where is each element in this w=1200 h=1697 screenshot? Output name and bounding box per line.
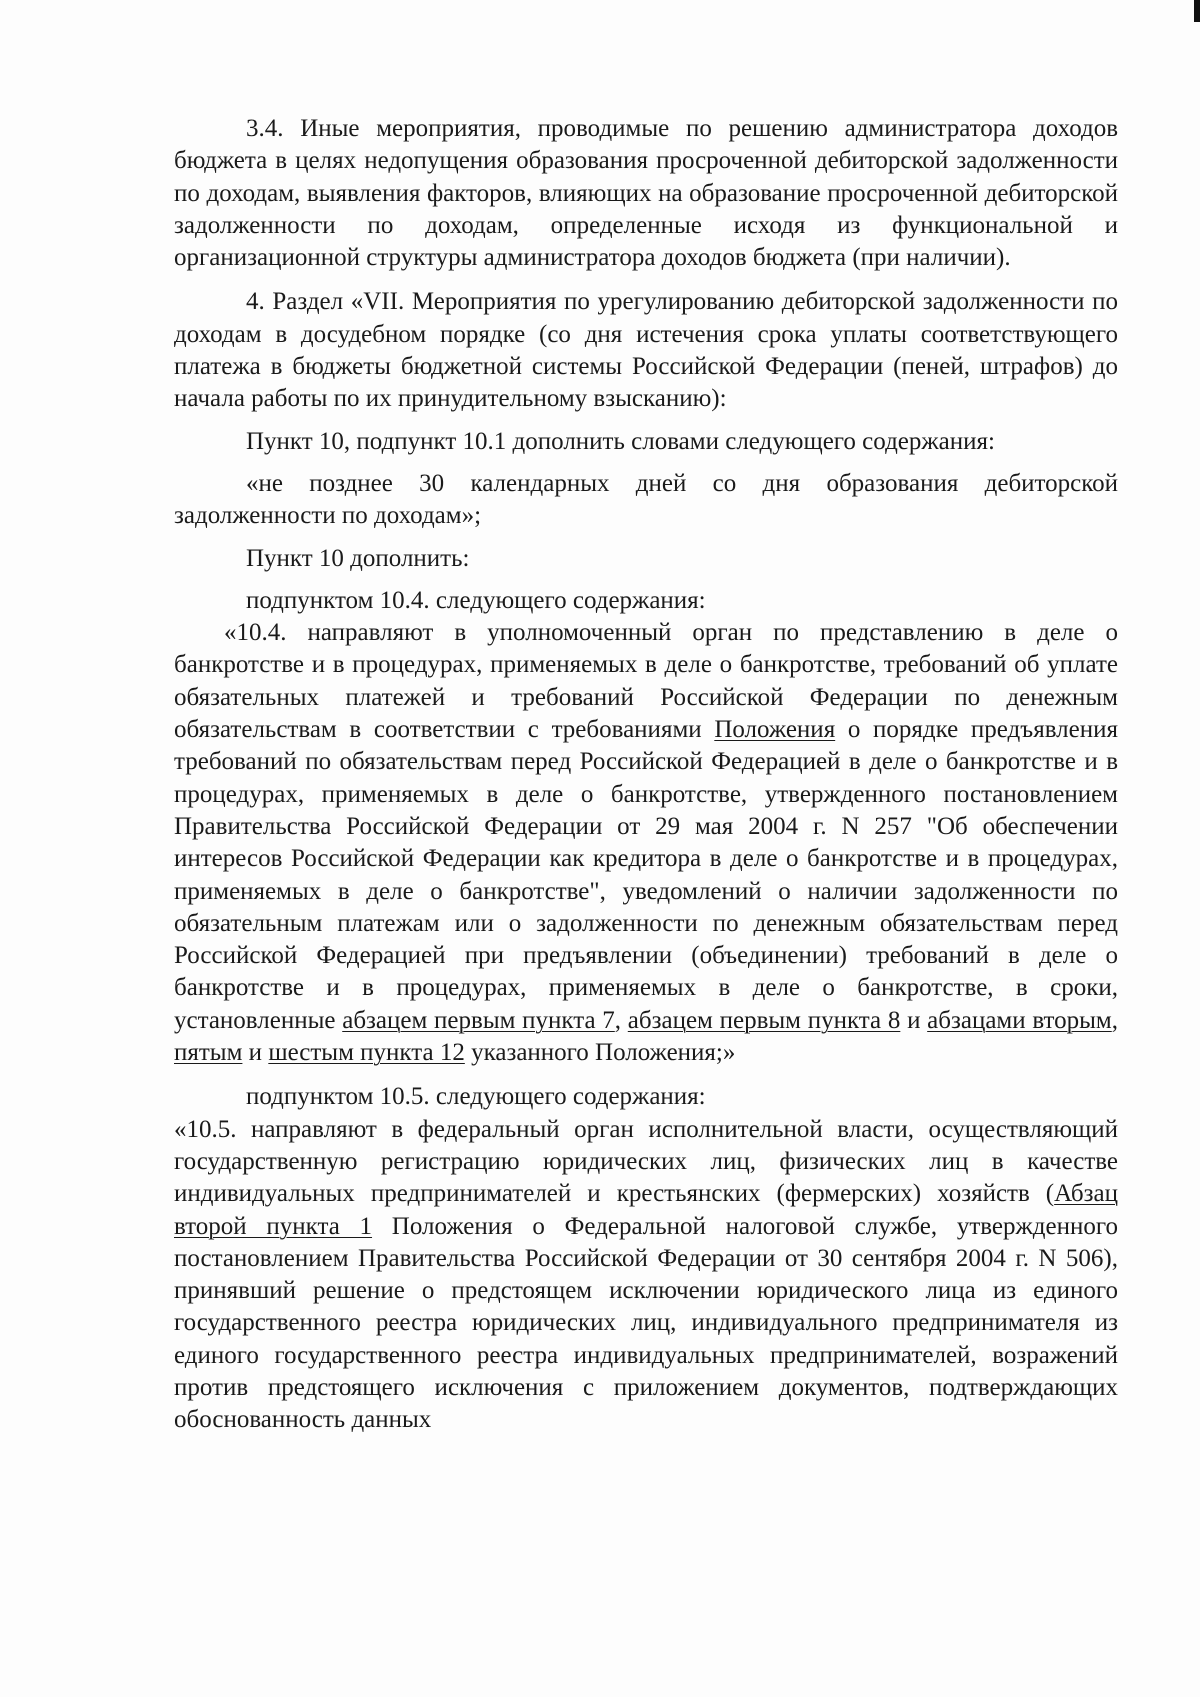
link-polozhenie[interactable]: Положения	[714, 716, 836, 744]
paragraph-10-4	[174, 617, 1118, 1069]
text-segment: и	[900, 1006, 928, 1034]
paragraph-subpunkt-10-5-intro: подпунктом 10.5. следующего содержания:	[246, 1083, 706, 1111]
text-segment: ,	[1111, 1006, 1119, 1034]
paragraph-punkt-10-add: Пункт 10 дополнить:	[246, 544, 470, 572]
link-pyatym[interactable]: пятым	[174, 1039, 243, 1067]
link-abzac-punkt-7[interactable]: абзацем первым пункта 7	[342, 1006, 615, 1034]
text-segment: «10.4. направляют в уполномоченный орган по представлению в деле о банкротстве и в процедурах, применяемых в деле о банкротстве, требований об уплате обязательных платежей и требований Российской Федерации по денежным обязательствам в соответствии с требованиями	[174, 619, 1118, 744]
text-segment: о порядке предъявления требований по обязательствам перед Российской Федерацией в деле о банкротстве и в процедурах, применяемых в деле о банкротстве, утвержденного постановлением Правительства Российской Федерации от 29 мая 2004 г. N 257 "Об обеспечении интересов Российской Федерации как кредитора в деле о банкротстве и в процедурах, применяемых в деле о банкротстве", уведомлений о наличии задолженности по обязательным платежам или о задолженности по денежным обязательствам перед Российской Федерацией при предъявлении (объединении) требований в деле о банкротстве и в процедурах, применяемых в деле о банкротстве, в сроки, установленные	[174, 716, 1119, 1034]
text-segment: ,	[614, 1006, 628, 1034]
paragraph-punkt-10-1: Пункт 10, подпункт 10.1 дополнить словами следующего содержания:	[246, 427, 995, 455]
text-segment: «10.5. направляют в федеральный орган исполнительной власти, осуществляющий государственную регистрацию юридических лиц, физических лиц в качестве индивидуальных предпринимателей и крестьянских (фермерских) хозяйств (	[174, 1115, 1118, 1208]
text-segment: и	[242, 1039, 269, 1067]
paragraph-quote-30-days: «не позднее 30 календарных дней со дня образования дебиторской задолженности по доходам»;	[174, 469, 1118, 530]
paragraph-3-4: 3.4. Иные мероприятия, проводимые по решению администратора доходов бюджета в целях недопущения образования просроченной дебиторской задолженности по доходам, выявления факторов, влияющих на образование просроченной дебиторской задолженности по доходам, определенные исходя из функциональной и организационной структуры администратора доходов бюджета (при наличии).	[174, 115, 1118, 272]
text-segment: указанного Положения;»	[464, 1039, 736, 1067]
link-abzac-punkt-8[interactable]: абзацем первым пункта 8	[627, 1006, 901, 1034]
paragraph-4-section-vii: 4. Раздел «VII. Мероприятия по урегулированию дебиторской задолженности по доходам в досудебном порядке (со дня истечения срока уплаты соответствующего платежа в бюджеты бюджетной системы Российской Федерации (пеней, штрафов) до начала работы по их принудительному взысканию):	[174, 288, 1118, 413]
scan-edge-mark	[1194, 0, 1200, 22]
link-shestym-punkta-12[interactable]: шестым пункта 12	[268, 1039, 465, 1067]
link-abzac-vtoroy-punkta-1[interactable]: Абзац второй пункта 1	[174, 1180, 1118, 1240]
document-body	[174, 113, 1118, 1437]
paragraph-10-5	[174, 1114, 1118, 1437]
link-abzac-vtorym[interactable]: абзацами вторым	[927, 1006, 1112, 1034]
text-segment: Положения о Федеральной налоговой службе, утвержденного постановлением Правительства Российской Федерации от 30 сентября 2004 г. N 506), принявший решение о предстоящем исключении юридического лица из единого государственного реестра юридических лиц, индивидуального предпринимателя из единого государственного реестра индивидуальных предпринимателей, возражений против предстоящего исключения с приложением документов, подтверждающих обоснованность данных	[174, 1212, 1118, 1434]
paragraph-subpunkt-10-4-intro: подпунктом 10.4. следующего содержания:	[246, 586, 706, 614]
